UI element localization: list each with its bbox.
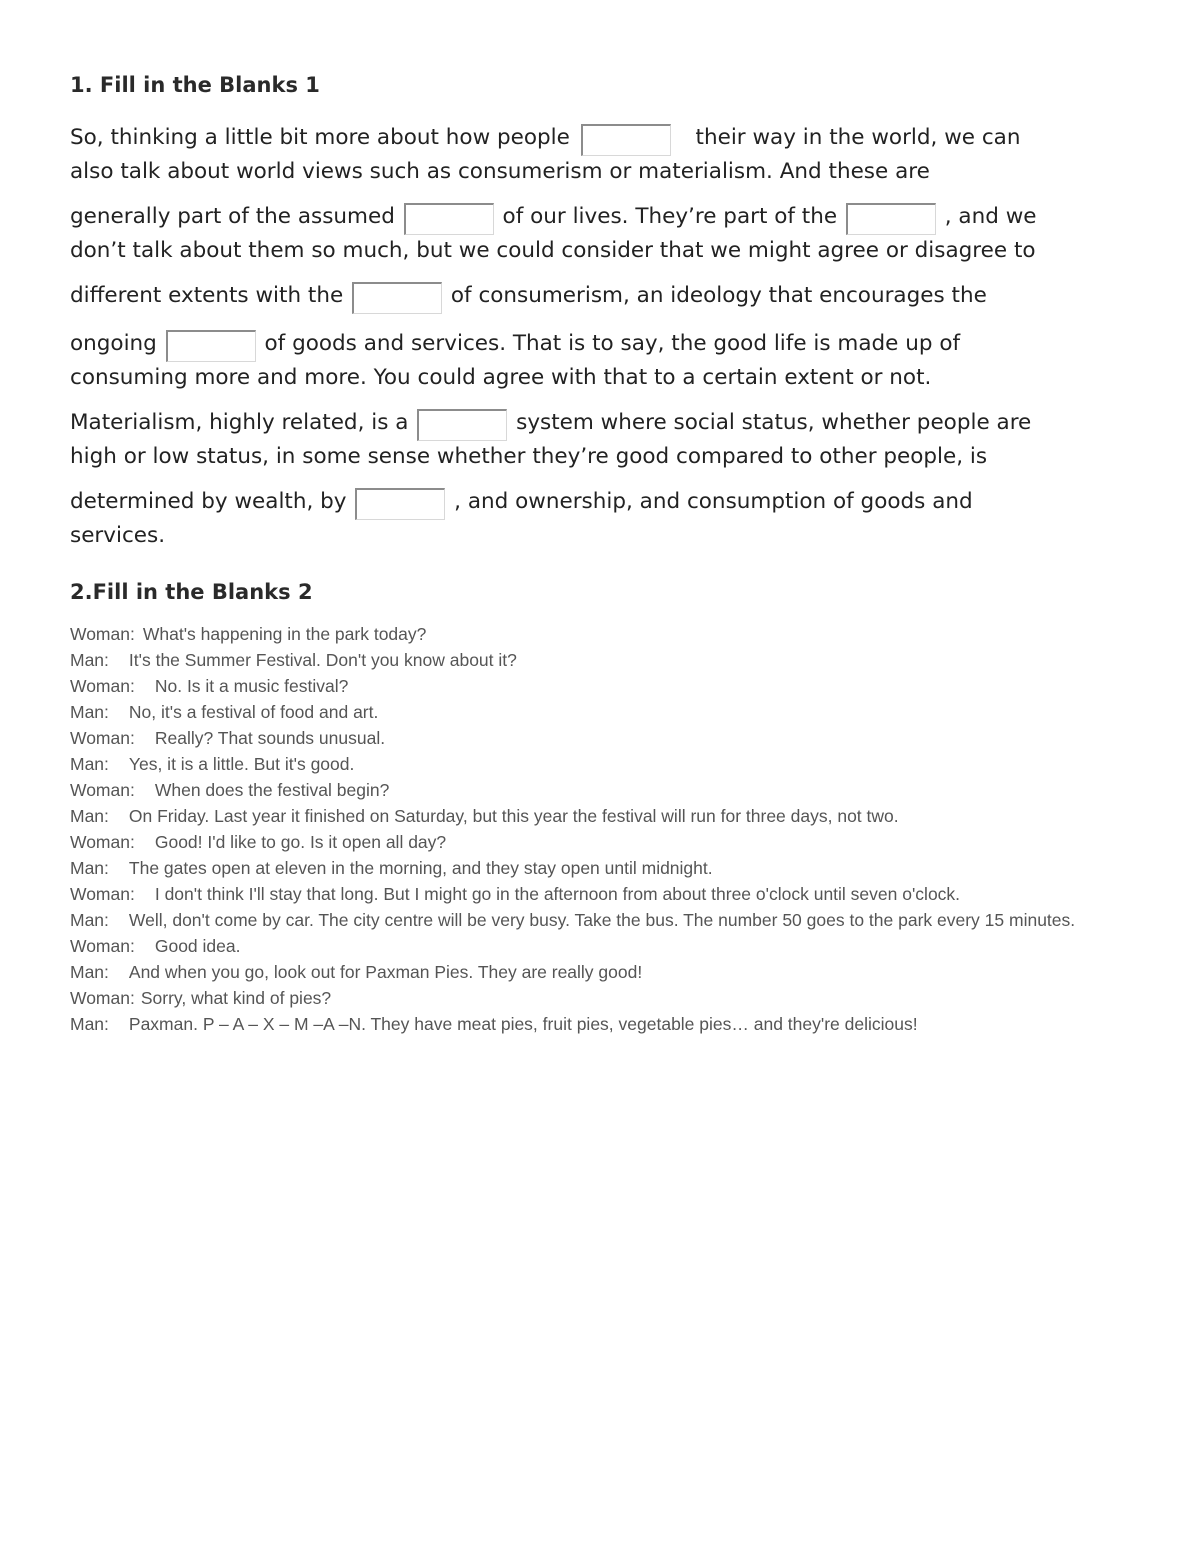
dialogue-line bbox=[70, 959, 1140, 985]
document-page bbox=[70, 70, 1140, 1037]
dialogue-line bbox=[70, 881, 1140, 907]
dialogue-text: It's the Summer Festival. Don't you know about it? bbox=[128, 650, 517, 670]
dialogue-text: And when you go, look out for Paxman Pies. They are really good! bbox=[128, 962, 643, 982]
dialogue-transcript bbox=[70, 621, 1140, 1037]
passage-line bbox=[70, 441, 1140, 472]
dialogue-line bbox=[70, 1011, 1140, 1037]
passage-text: of goods and services. That is to say, the good life is made up of bbox=[257, 331, 961, 356]
dialogue-text: Good idea. bbox=[154, 936, 241, 956]
speaker-label: Woman: bbox=[70, 936, 135, 956]
dialogue-line bbox=[70, 647, 1140, 673]
dialogue-text: Really? That sounds unusual. bbox=[154, 728, 386, 748]
dialogue-line bbox=[70, 777, 1140, 803]
passage-text: So, thinking a little bit more about how people bbox=[70, 125, 577, 150]
dialogue-line bbox=[70, 933, 1140, 959]
speaker-label: Man: bbox=[70, 962, 109, 982]
passage-line bbox=[70, 362, 1140, 393]
section-title-1: 1. Fill in the Blanks 1 bbox=[70, 73, 320, 97]
speaker-label: Woman: bbox=[70, 988, 135, 1008]
passage-text: , and ownership, and consumption of goods and bbox=[447, 489, 973, 514]
dialogue-text: The gates open at eleven in the morning, and they stay open until midnight. bbox=[128, 858, 713, 878]
dialogue-text: Paxman. P – A – X – M –A –N. They have meat pies, fruit pies, vegetable pies… and they're delicious! bbox=[128, 1014, 918, 1034]
dialogue-line bbox=[70, 751, 1140, 777]
passage-text: consuming more and more. You could agree with that to a certain extent or not. bbox=[70, 365, 932, 390]
passage-line bbox=[70, 156, 1140, 187]
dialogue-line bbox=[70, 621, 1140, 647]
dialogue-line bbox=[70, 907, 1140, 933]
blank-input-5[interactable] bbox=[166, 330, 256, 362]
passage-text: determined by wealth, by bbox=[70, 489, 354, 514]
blank-input-4[interactable] bbox=[352, 282, 442, 314]
speaker-label: Man: bbox=[70, 650, 109, 670]
passage-text: of our lives. They’re part of the bbox=[495, 204, 844, 229]
passage-text: of consumerism, an ideology that encourages the bbox=[444, 283, 987, 308]
dialogue-text: Sorry, what kind of pies? bbox=[140, 988, 332, 1008]
dialogue-line bbox=[70, 699, 1140, 725]
section-title-2: 2.Fill in the Blanks 2 bbox=[70, 580, 313, 604]
dialogue-text: What's happening in the park today? bbox=[142, 624, 427, 644]
blank-input-7[interactable] bbox=[355, 488, 445, 520]
passage-text: services. bbox=[70, 523, 166, 548]
speaker-label: Man: bbox=[70, 858, 109, 878]
passage-line bbox=[70, 122, 1140, 156]
passage-text: , and we bbox=[937, 204, 1037, 229]
passage-line bbox=[70, 407, 1140, 441]
dialogue-text: No, it's a festival of food and art. bbox=[128, 702, 379, 722]
dialogue-text: No. Is it a music festival? bbox=[154, 676, 349, 696]
blank-input-2[interactable] bbox=[404, 203, 494, 235]
speaker-label: Woman: bbox=[70, 884, 135, 904]
passage-text: different extents with the bbox=[70, 283, 351, 308]
passage-text: don’t talk about them so much, but we could consider that we might agree or disagree to bbox=[70, 238, 1036, 263]
passage-text: ongoing bbox=[70, 331, 164, 356]
passage-text: system where social status, whether people are bbox=[509, 410, 1032, 435]
dialogue-text: On Friday. Last year it finished on Saturday, but this year the festival will run for three days, not two. bbox=[128, 806, 899, 826]
passage-line bbox=[70, 486, 1140, 520]
speaker-label: Man: bbox=[70, 702, 109, 722]
passage-text: generally part of the assumed bbox=[70, 204, 402, 229]
dialogue-line bbox=[70, 803, 1140, 829]
passage-text: high or low status, in some sense whether they’re good compared to other people, is bbox=[70, 444, 988, 469]
speaker-label: Woman: bbox=[70, 728, 135, 748]
dialogue-line bbox=[70, 673, 1140, 699]
speaker-label: Woman: bbox=[70, 780, 135, 800]
dialogue-text: Well, don't come by car. The city centre will be very busy. Take the bus. The number 50 goes to the park every 15 minutes. bbox=[128, 910, 1076, 930]
passage-line bbox=[70, 520, 1140, 551]
blank-input-3[interactable] bbox=[846, 203, 936, 235]
speaker-label: Man: bbox=[70, 754, 109, 774]
passage-line bbox=[70, 201, 1140, 235]
passage-line bbox=[70, 280, 1140, 314]
dialogue-line bbox=[70, 985, 1140, 1011]
dialogue-line bbox=[70, 725, 1140, 751]
dialogue-text: Good! I'd like to go. Is it open all day? bbox=[154, 832, 447, 852]
passage-text: Materialism, highly related, is a bbox=[70, 410, 416, 435]
blank-input-6[interactable] bbox=[417, 409, 507, 441]
speaker-label: Man: bbox=[70, 1014, 109, 1034]
speaker-label: Woman: bbox=[70, 624, 135, 644]
passage-text: their way in the world, we can bbox=[688, 125, 1021, 150]
speaker-label: Man: bbox=[70, 910, 109, 930]
passage-line bbox=[70, 235, 1140, 266]
dialogue-text: Yes, it is a little. But it's good. bbox=[128, 754, 355, 774]
dialogue-text: I don't think I'll stay that long. But I might go in the afternoon from about three o'clock until seven o'clock. bbox=[154, 884, 961, 904]
speaker-label: Woman: bbox=[70, 832, 135, 852]
dialogue-line bbox=[70, 829, 1140, 855]
passage-text: also talk about world views such as consumerism or materialism. And these are bbox=[70, 159, 930, 184]
blank-input-1[interactable] bbox=[581, 124, 671, 156]
dialogue-line bbox=[70, 855, 1140, 881]
speaker-label: Man: bbox=[70, 806, 109, 826]
passage-1 bbox=[70, 122, 1140, 551]
speaker-label: Woman: bbox=[70, 676, 135, 696]
dialogue-text: When does the festival begin? bbox=[154, 780, 390, 800]
passage-line bbox=[70, 328, 1140, 362]
